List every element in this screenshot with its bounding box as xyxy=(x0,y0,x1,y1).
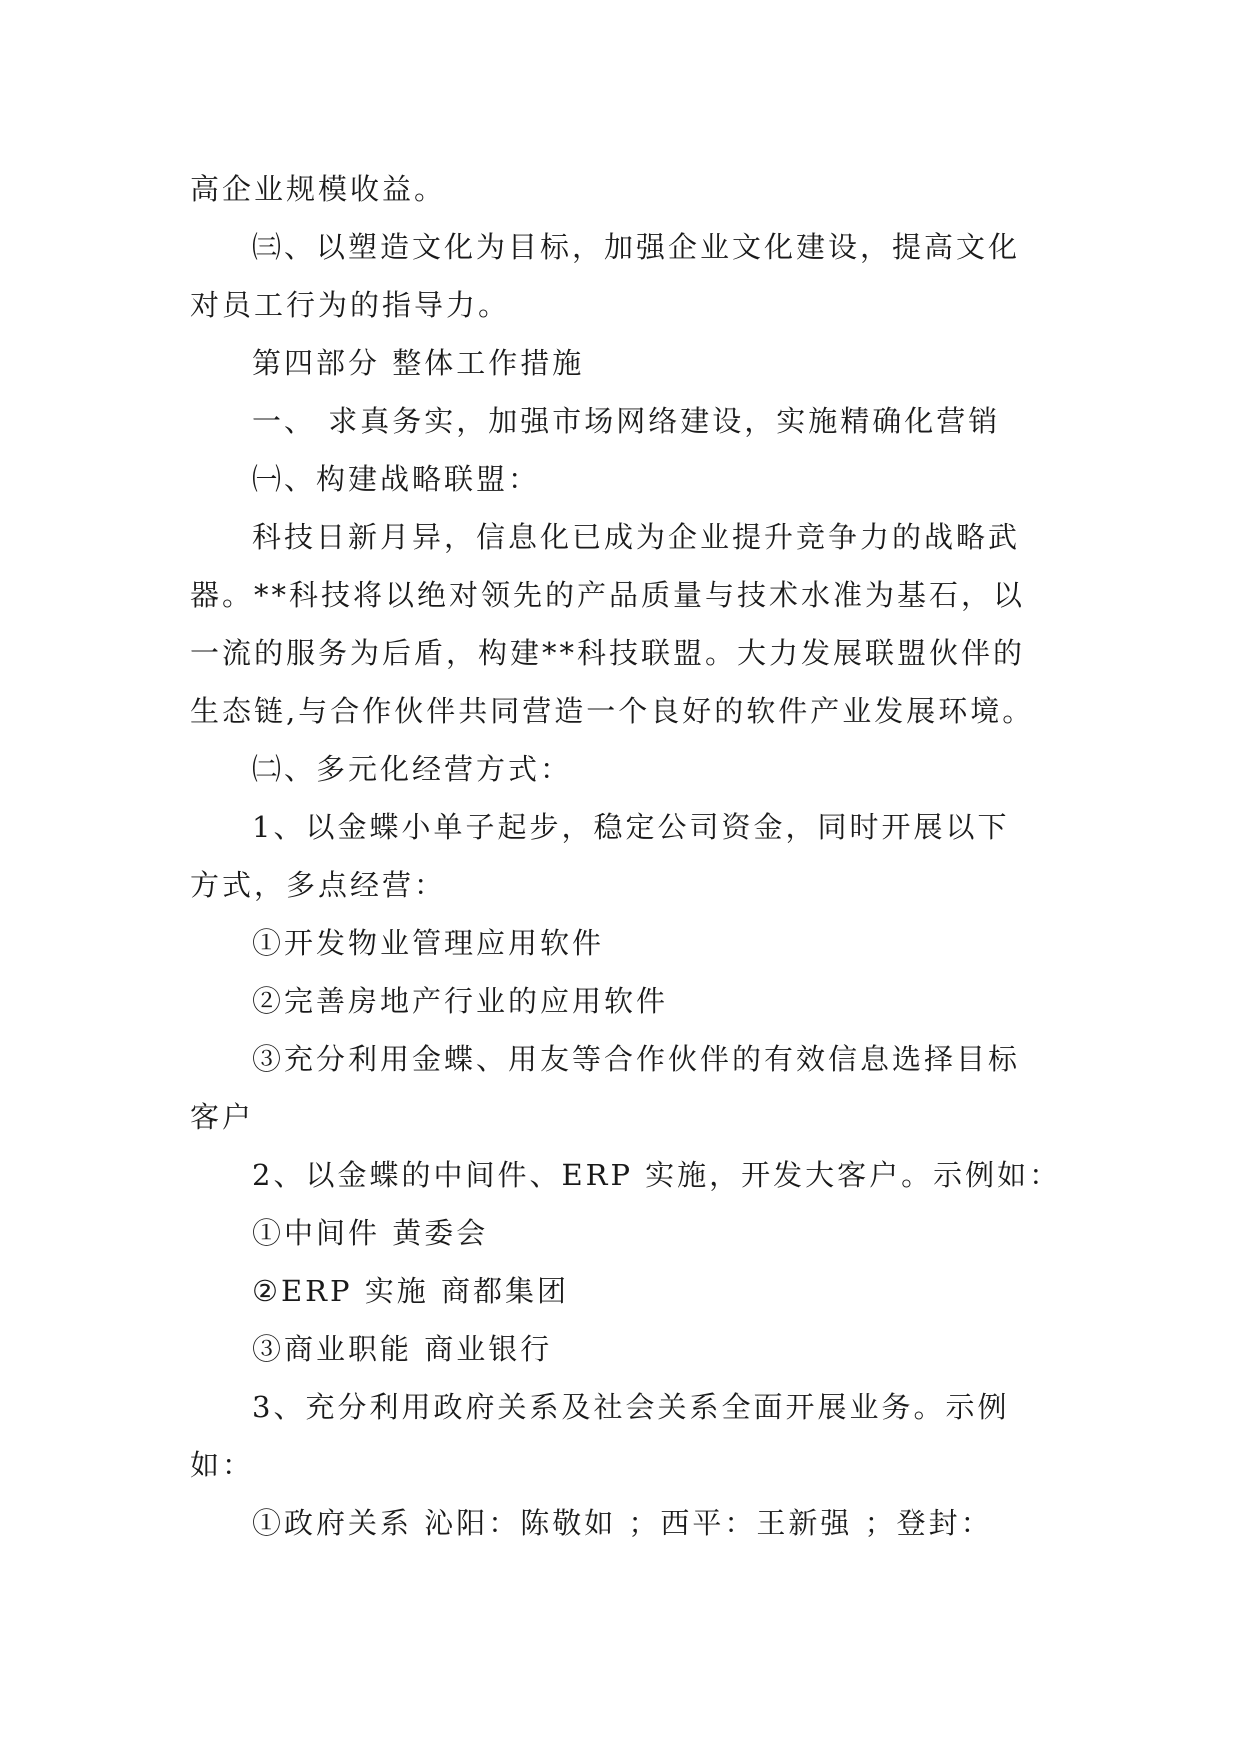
text-line: 对员工行为的指导力。 xyxy=(190,288,511,322)
text-line: 一流的服务为后盾，构建**科技联盟。大力发展联盟伙伴的 xyxy=(190,636,1026,670)
text-line: 1、以金蝶小单子起步，稳定公司资金，同时开展以下 xyxy=(252,810,1010,844)
text-line: 如： xyxy=(190,1448,255,1482)
text-line: 高企业规模收益。 xyxy=(190,172,447,206)
text-line: 科技日新月异，信息化已成为企业提升竞争力的战略武 xyxy=(252,520,1021,554)
text-line: 一、 求真务实，加强市场网络建设，实施精确化营销 xyxy=(252,404,1001,438)
text-line: ①中间件 黄委会 xyxy=(252,1216,489,1250)
text-line: 器。**科技将以绝对领先的产品质量与技术水准为基石，以 xyxy=(190,578,1026,612)
text-line: ③商业职能 商业银行 xyxy=(252,1332,553,1366)
document-body xyxy=(190,160,1065,1552)
text-line: ②完善房地产行业的应用软件 xyxy=(252,984,669,1018)
text-line: 第四部分 整体工作措施 xyxy=(252,346,585,380)
text-line: 客户 xyxy=(190,1100,255,1134)
text-line: ③充分利用金蝶、用友等合作伙伴的有效信息选择目标 xyxy=(252,1042,1021,1076)
text-line: ②ERP 实施 商都集团 xyxy=(252,1274,569,1308)
text-line: 方式，多点经营： xyxy=(190,868,447,902)
text-line: 生态链,与合作伙伴共同营造一个良好的软件产业发展环境。 xyxy=(190,694,1035,728)
text-line: ㈠、构建战略联盟： xyxy=(252,462,541,496)
text-line: 3、充分利用政府关系及社会关系全面开展业务。示例 xyxy=(252,1390,1010,1424)
text-line: ①开发物业管理应用软件 xyxy=(252,926,605,960)
text-line: ①政府关系 沁阳：陈敬如 ；西平：王新强 ；登封： xyxy=(252,1506,993,1540)
text-line: ㈡、多元化经营方式： xyxy=(252,752,573,786)
text-line: ㈢、以塑造文化为目标，加强企业文化建设，提高文化 xyxy=(252,230,1021,264)
text-line: 2、以金蝶的中间件、ERP 实施，开发大客户。示例如： xyxy=(252,1158,1062,1192)
